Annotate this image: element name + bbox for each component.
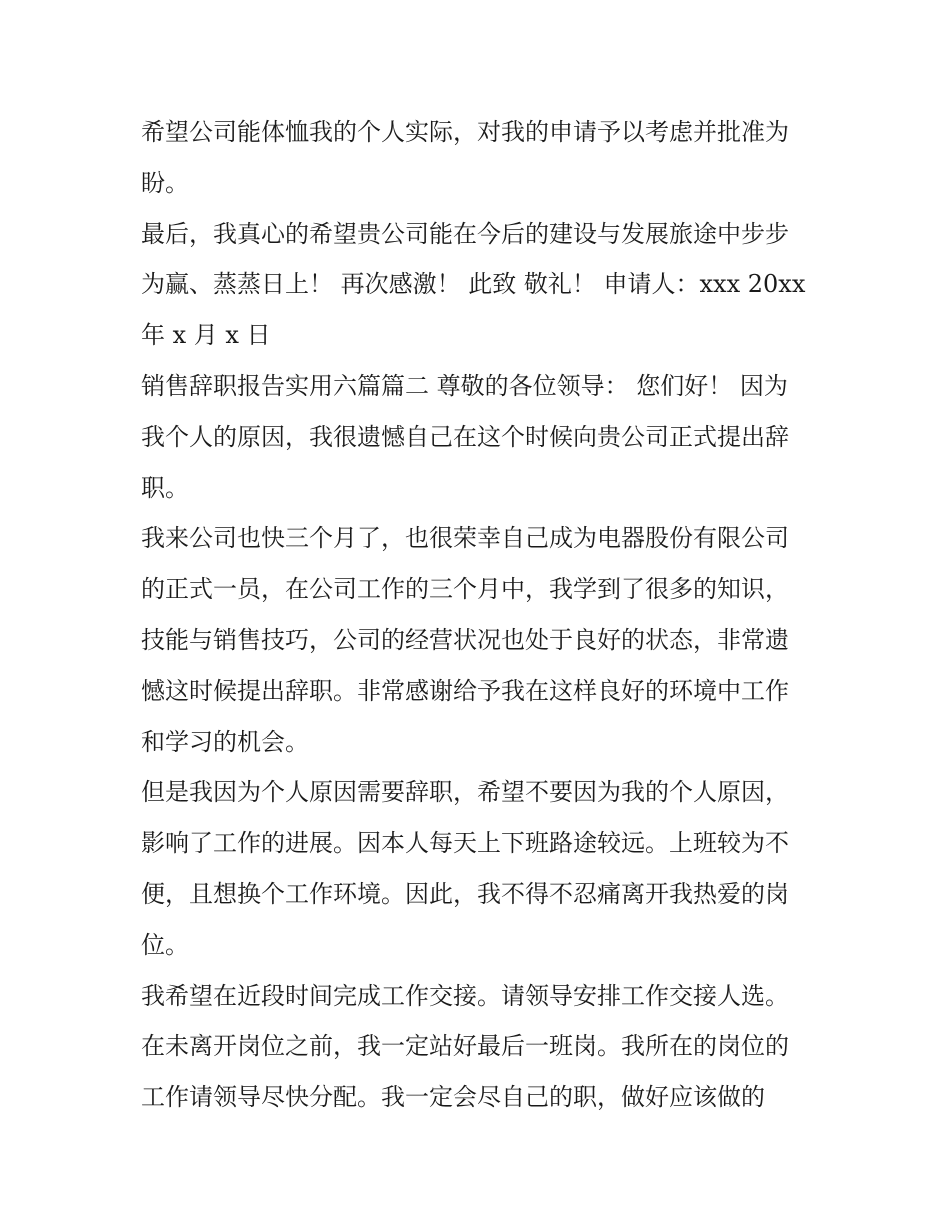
document-body — [141, 107, 821, 1123]
text-line: 憾这时候提出辞职。非常感谢给予我在这样良好的环境中工作 — [141, 676, 789, 705]
text-line: 职。 — [141, 473, 189, 502]
text-line: 工作请领导尽快分配。我一定会尽自己的职，做好应该做的 — [141, 1083, 765, 1112]
text-line: 希望公司能体恤我的个人实际，对我的申请予以考虑并批准为 — [141, 118, 789, 146]
text-line: 盼。 — [141, 168, 189, 197]
text-line: 在未离开岗位之前，我一定站好最后一班岗。我所在的岗位的 — [141, 1032, 789, 1061]
text-line: 技能与销售技巧，公司的经营状况也处于良好的状态，非常遗 — [141, 625, 789, 654]
text-line: 位。 — [141, 930, 189, 959]
text-line: 为赢、蒸蒸日上！ 再次感激！ 此致 敬礼！ 申请人：xxx 20xx — [141, 270, 806, 299]
text-line: 我来公司也快三个月了，也很荣幸自己成为电器股份有限公司 — [141, 524, 789, 553]
text-line: 的正式一员，在公司工作的三个月中，我学到了很多的知识， — [141, 575, 789, 604]
text-line: 我希望在近段时间完成工作交接。请领导安排工作交接人选。 — [141, 981, 789, 1010]
text-line: 销售辞职报告实用六篇篇二 尊敬的各位领导： 您们好！ 因为 — [141, 371, 788, 400]
text-line: 年 x 月 x 日 — [141, 321, 271, 350]
text-line: 影响了工作的进展。因本人每天上下班路途较远。上班较为不 — [141, 829, 789, 858]
text-line: 最后，我真心的希望贵公司能在今后的建设与发展旅途中步步 — [141, 219, 789, 248]
text-line: 但是我因为个人原因需要辞职，希望不要因为我的个人原因， — [141, 778, 789, 807]
text-line: 和学习的机会。 — [141, 727, 309, 756]
text-line: 便，且想换个工作环境。因此，我不得不忍痛离开我热爱的岗 — [141, 879, 789, 908]
text-line: 我个人的原因，我很遗憾自己在这个时候向贵公司正式提出辞 — [141, 422, 789, 451]
